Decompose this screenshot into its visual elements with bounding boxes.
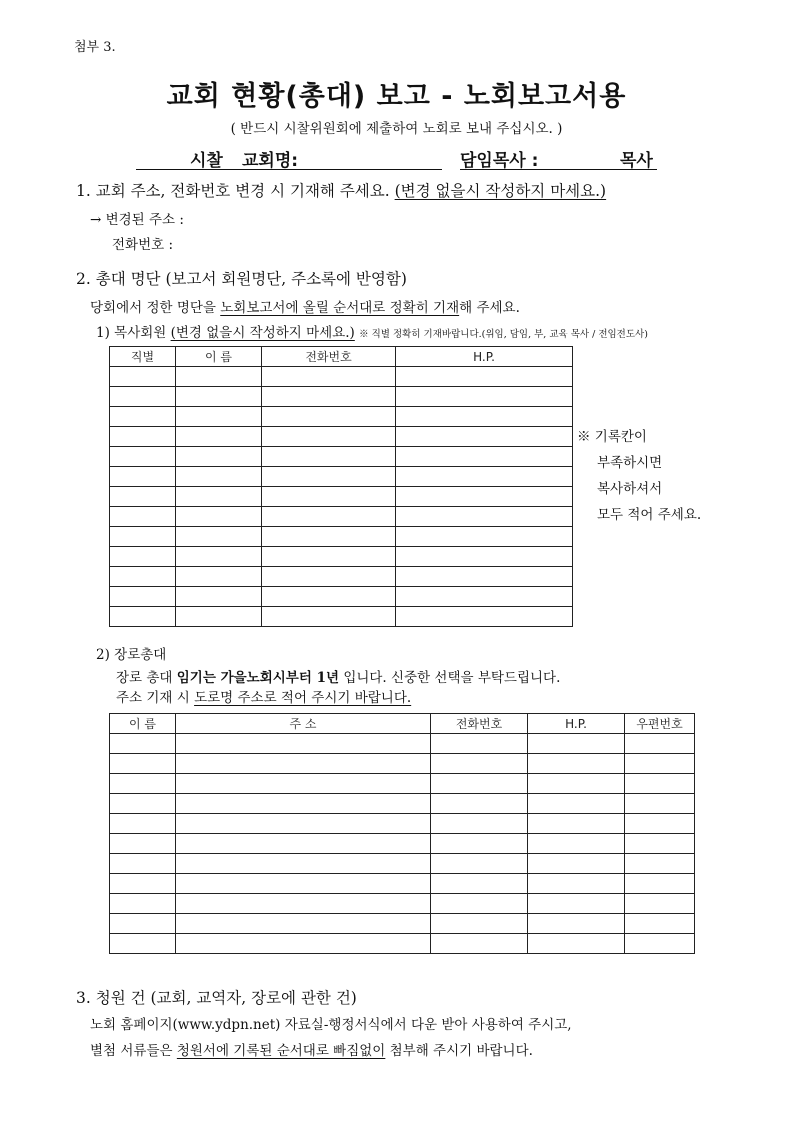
- elder-table-row: [110, 754, 695, 774]
- table-cell[interactable]: [528, 874, 625, 894]
- table-cell[interactable]: [431, 834, 528, 854]
- elder-col-name: 이 름: [110, 714, 176, 734]
- table-cell[interactable]: [396, 547, 573, 567]
- table-cell[interactable]: [176, 894, 431, 914]
- table-cell[interactable]: [625, 834, 695, 854]
- table-cell[interactable]: [110, 854, 176, 874]
- table-cell[interactable]: [110, 427, 176, 447]
- sub2-line2: [116, 686, 411, 706]
- table-cell[interactable]: [176, 487, 262, 507]
- section3-heading: 3. 청원 건 (교회, 교역자, 장로에 관한 건): [76, 989, 357, 1007]
- side-note-line: 모두 적어 주세요.: [597, 507, 702, 523]
- table-cell[interactable]: [528, 734, 625, 754]
- section3-line2: [90, 1039, 533, 1059]
- sub1-label: 1) 목사회원: [96, 325, 167, 341]
- section3-line1-pre: 노회 홈페이지(www.ydpn.net) 자료실-행정서식: [90, 1017, 381, 1033]
- section3-line2-pre: 별첨 서류들은: [90, 1043, 173, 1059]
- table-cell[interactable]: [110, 607, 176, 627]
- table-cell[interactable]: [431, 894, 528, 914]
- table-cell[interactable]: [110, 894, 176, 914]
- table-cell[interactable]: [110, 547, 176, 567]
- page-subtitle: ( 반드시 시찰위원회에 제출하여 노회로 보내 주십시오. ): [230, 121, 563, 137]
- table-cell[interactable]: [396, 447, 573, 467]
- table-cell[interactable]: [176, 547, 262, 567]
- table-cell[interactable]: [110, 814, 176, 834]
- table-cell[interactable]: [625, 914, 695, 934]
- pastor-table-row: [110, 547, 573, 567]
- table-cell[interactable]: [176, 874, 431, 894]
- sub2-line1-post: 입니다. 신중한 선택을 부탁드립니다.: [343, 670, 561, 686]
- pastor-table: [109, 346, 573, 627]
- table-cell[interactable]: [176, 427, 262, 447]
- section2-intro-pre: 당회에서 정한 명단을: [90, 300, 216, 316]
- section1-heading-text: 1. 교회 주소, 전화번호 변경 시 기재해 주세요.: [76, 182, 390, 200]
- section3-line2-underlined: 청원서에 기록된 순서대로 빠짐없이: [176, 1043, 386, 1059]
- church-name-label: 교회명:: [242, 151, 299, 171]
- table-cell[interactable]: [176, 527, 262, 547]
- table-cell[interactable]: [262, 567, 396, 587]
- elder-table-row: [110, 874, 695, 894]
- section2-intro: [90, 296, 520, 316]
- table-cell[interactable]: [110, 934, 176, 954]
- side-note-line: 복사하셔서: [597, 481, 663, 497]
- table-cell[interactable]: [528, 814, 625, 834]
- table-cell[interactable]: [396, 507, 573, 527]
- table-cell[interactable]: [176, 607, 262, 627]
- table-cell[interactable]: [176, 774, 431, 794]
- elder-col-address: 주 소: [176, 714, 431, 734]
- pastor-table-row: [110, 527, 573, 547]
- table-cell[interactable]: [110, 507, 176, 527]
- table-cell[interactable]: [176, 367, 262, 387]
- side-note-line: 부족하시면: [597, 455, 663, 471]
- section1-heading: [76, 179, 606, 201]
- table-cell[interactable]: [262, 487, 396, 507]
- table-cell[interactable]: [110, 774, 176, 794]
- table-cell[interactable]: [396, 387, 573, 407]
- elder-table-row: [110, 774, 695, 794]
- section3-line1-post: 에서 다운 받아 사용하여 주시고,: [380, 1017, 572, 1033]
- table-cell[interactable]: [110, 367, 176, 387]
- table-cell[interactable]: [431, 854, 528, 874]
- elder-table: [109, 713, 695, 954]
- table-cell[interactable]: [396, 587, 573, 607]
- sub2-line1: [116, 666, 560, 686]
- section2-intro-post: 해 주세요.: [459, 300, 520, 316]
- table-cell[interactable]: [110, 794, 176, 814]
- elder-table-row: [110, 934, 695, 954]
- table-cell[interactable]: [396, 467, 573, 487]
- table-cell[interactable]: [110, 447, 176, 467]
- pastor-table-row: [110, 567, 573, 587]
- table-cell[interactable]: [176, 914, 431, 934]
- table-cell[interactable]: [396, 407, 573, 427]
- table-cell[interactable]: [176, 447, 262, 467]
- table-cell[interactable]: [528, 834, 625, 854]
- pastor-table-header: [110, 347, 573, 367]
- table-cell[interactable]: [431, 934, 528, 954]
- sub2-line1-pre: 장로 총대: [116, 670, 173, 686]
- table-cell[interactable]: [176, 587, 262, 607]
- sichal-label: 시찰: [190, 151, 223, 171]
- elder-table-row: [110, 834, 695, 854]
- table-cell[interactable]: [176, 387, 262, 407]
- table-cell[interactable]: [625, 754, 695, 774]
- table-cell[interactable]: [431, 754, 528, 774]
- table-cell[interactable]: [396, 367, 573, 387]
- pastor-label: 담임목사 :: [460, 151, 539, 171]
- table-cell[interactable]: [396, 527, 573, 547]
- pastor-table-row: [110, 447, 573, 467]
- table-cell[interactable]: [110, 587, 176, 607]
- table-cell[interactable]: [176, 507, 262, 527]
- table-cell[interactable]: [396, 567, 573, 587]
- changed-phone-label: 전화번호 :: [112, 237, 174, 253]
- table-cell[interactable]: [110, 874, 176, 894]
- side-note: [577, 424, 701, 528]
- table-cell[interactable]: [625, 814, 695, 834]
- elder-table-row: [110, 814, 695, 834]
- pastor-table-row: [110, 367, 573, 387]
- table-cell[interactable]: [176, 467, 262, 487]
- section3-line1: [90, 1013, 572, 1033]
- elder-table-row: [110, 734, 695, 754]
- table-cell[interactable]: [262, 587, 396, 607]
- sub1-small-note: ※ 직별 정확히 기재바랍니다.(위임, 담임, 부, 교육 목사 / 전임전도사): [359, 329, 648, 340]
- table-cell[interactable]: [528, 754, 625, 774]
- elder-col-phone: 전화번호: [431, 714, 528, 734]
- table-cell[interactable]: [262, 447, 396, 467]
- table-cell[interactable]: [110, 567, 176, 587]
- table-cell[interactable]: [528, 914, 625, 934]
- page-title: 교회 현황(총대) 보고 - 노회보고서용: [166, 81, 627, 112]
- elder-table-row: [110, 794, 695, 814]
- table-cell[interactable]: [262, 527, 396, 547]
- pastor-table-row: [110, 387, 573, 407]
- table-cell[interactable]: [176, 567, 262, 587]
- section3-line2-post: 첨부해 주시기 바랍니다.: [389, 1043, 533, 1059]
- pastor-table-row: [110, 507, 573, 527]
- pastor-table-row: [110, 487, 573, 507]
- table-cell[interactable]: [625, 934, 695, 954]
- table-cell[interactable]: [431, 774, 528, 794]
- table-cell[interactable]: [176, 934, 431, 954]
- sub2-line2-underlined: 도로명 주소로 적어 주시기 바랍니다.: [194, 690, 412, 706]
- pastor-col-role: 직별: [110, 347, 176, 367]
- table-cell[interactable]: [262, 387, 396, 407]
- table-cell[interactable]: [176, 754, 431, 774]
- table-cell[interactable]: [431, 914, 528, 934]
- table-cell[interactable]: [110, 527, 176, 547]
- elder-table-row: [110, 914, 695, 934]
- table-cell[interactable]: [528, 934, 625, 954]
- table-cell[interactable]: [262, 467, 396, 487]
- section1-heading-note: (변경 없을시 작성하지 마세요.): [394, 182, 607, 200]
- pastor-col-name: 이 름: [176, 347, 262, 367]
- sub1-line: [96, 321, 648, 341]
- table-cell[interactable]: [262, 367, 396, 387]
- elder-table-row: [110, 854, 695, 874]
- table-cell[interactable]: [625, 794, 695, 814]
- table-cell[interactable]: [396, 487, 573, 507]
- table-cell[interactable]: [110, 834, 176, 854]
- table-cell[interactable]: [528, 894, 625, 914]
- elder-table-row: [110, 894, 695, 914]
- attachment-label: 첨부 3.: [74, 40, 116, 55]
- table-cell[interactable]: [396, 427, 573, 447]
- changed-address-label: → 변경된 주소 :: [90, 212, 184, 228]
- side-note-line: ※ 기록칸이: [577, 429, 647, 445]
- pastor-table-row: [110, 607, 573, 627]
- table-cell[interactable]: [528, 794, 625, 814]
- table-cell[interactable]: [262, 427, 396, 447]
- table-cell[interactable]: [528, 854, 625, 874]
- pastor-table-row: [110, 407, 573, 427]
- table-cell[interactable]: [110, 487, 176, 507]
- table-cell[interactable]: [262, 407, 396, 427]
- section2-intro-underlined: 노회보고서에 올릴 순서대로 정확히 기재: [220, 300, 460, 316]
- table-cell[interactable]: [262, 547, 396, 567]
- sub2-label: 2) 장로총대: [96, 647, 167, 663]
- table-cell[interactable]: [110, 387, 176, 407]
- table-cell[interactable]: [262, 507, 396, 527]
- pastor-col-phone: 전화번호: [262, 347, 396, 367]
- sub2-line2-pre: 주소 기재 시: [116, 690, 190, 706]
- pastor-table-row: [110, 467, 573, 487]
- section2-heading: 2. 총대 명단 (보고서 회원명단, 주소록에 반영함): [76, 270, 407, 288]
- table-cell[interactable]: [431, 734, 528, 754]
- elder-col-hp: H.P.: [528, 714, 625, 734]
- table-cell[interactable]: [625, 854, 695, 874]
- table-cell[interactable]: [110, 754, 176, 774]
- elder-table-header: [110, 714, 695, 734]
- pastor-col-hp: H.P.: [396, 347, 573, 367]
- sub2-line1-bold: 임기는 가을노회시부터 1년: [176, 670, 340, 686]
- table-cell[interactable]: [110, 914, 176, 934]
- table-cell[interactable]: [176, 834, 431, 854]
- table-cell[interactable]: [625, 894, 695, 914]
- table-cell[interactable]: [528, 774, 625, 794]
- table-cell[interactable]: [110, 407, 176, 427]
- table-cell[interactable]: [396, 607, 573, 627]
- pastor-table-row: [110, 427, 573, 447]
- sub1-note: (변경 없을시 작성하지 마세요.): [170, 325, 355, 341]
- table-cell[interactable]: [176, 814, 431, 834]
- table-cell[interactable]: [431, 794, 528, 814]
- table-cell[interactable]: [176, 794, 431, 814]
- table-cell[interactable]: [431, 814, 528, 834]
- pastor-suffix: 목사: [620, 151, 653, 171]
- pastor-table-row: [110, 587, 573, 607]
- table-cell[interactable]: [431, 874, 528, 894]
- table-cell[interactable]: [625, 774, 695, 794]
- table-cell[interactable]: [176, 734, 431, 754]
- table-cell[interactable]: [110, 467, 176, 487]
- table-cell[interactable]: [625, 874, 695, 894]
- table-cell[interactable]: [176, 407, 262, 427]
- table-cell[interactable]: [625, 734, 695, 754]
- table-cell[interactable]: [110, 734, 176, 754]
- table-cell[interactable]: [176, 854, 431, 874]
- table-cell[interactable]: [262, 607, 396, 627]
- elder-col-zip: 우편번호: [625, 714, 695, 734]
